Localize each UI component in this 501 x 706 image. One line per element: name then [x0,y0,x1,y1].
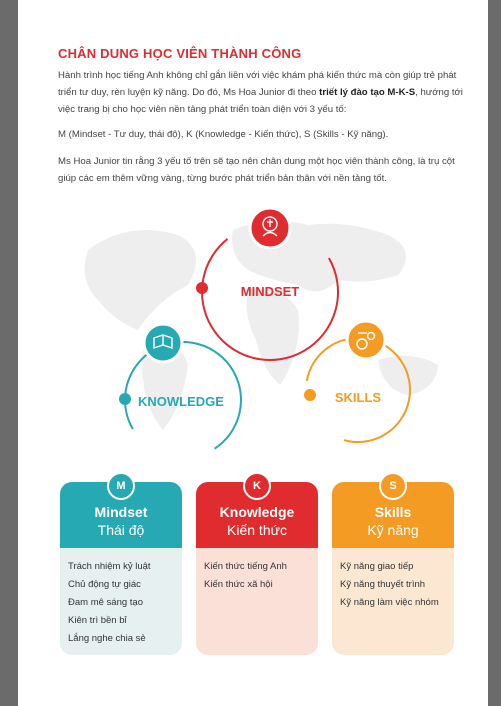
list-item: Trách nhiệm kỷ luật [68,561,151,572]
skills-dot [304,389,316,401]
mindset-card [60,482,182,655]
list-item: Đam mê sáng tạo [68,597,143,608]
skills-card-body [332,548,454,655]
intro-text-1: Hành trình học tiếng Anh không chỉ gắn liền với việc khám phá kiến thức mà còn giúp trẻ phát triển tư duy, rèn luyện kỹ năng. Do đó, Ms Hoa Junior đi theo [58,70,457,98]
knowledge-list [196,548,318,594]
knowledge-card-subtitle: Kiến thức [227,522,287,538]
list-item: Kỹ năng thuyết trình [340,579,426,590]
mindset-card-subtitle: Thái độ [97,522,145,538]
list-item: Chủ động tự giác [68,579,141,590]
factors-paragraph: M (Mindset - Tư duy, thái độ), K (Knowledge - Kiến thức), S (Skills - Kỹ năng). [58,129,389,140]
knowledge-dot [119,393,131,405]
mindset-label: MINDSET [240,284,300,299]
knowledge-badge: K [243,472,271,500]
list-item: Kỹ năng làm việc nhóm [340,597,439,608]
mindset-card-header [60,482,182,548]
intro-text-2: , hướng tới việc trang bị cho học viên nền tảng phát triển toàn diện với 3 yếu tố: [58,87,463,115]
mindset-dot [196,282,208,294]
mindset-badge: M [107,472,135,500]
list-item: Kỹ năng giao tiếp [340,561,414,572]
belief-paragraph: Ms Hoa Junior tin rằng 3 yếu tố trên sẽ tạo nên chân dung một học viên thành công, là trụ cột giúp các em thêm vững vàng, từng bước phát triển bản thân với nền tảng tốt. [58,156,455,184]
skills-card-header [332,482,454,548]
skills-list [332,548,454,612]
skills-card-title: Skills [374,504,412,520]
mindset-card-body [60,548,182,655]
mindset-list [60,548,182,648]
knowledge-card-header [196,482,318,548]
knowledge-card-body [196,548,318,655]
intro-paragraph [58,67,468,118]
list-item: Kiên trì bền bỉ [68,615,127,626]
intro-bold-text: triết lý đào tạo M-K-S [319,87,416,98]
skills-card-subtitle: Kỹ năng [367,522,419,538]
skills-badge: S [379,472,407,500]
list-item: Kiến thức xã hội [204,579,273,590]
knowledge-label: KNOWLEDGE [138,394,224,409]
skills-card [332,482,454,655]
knowledge-card [196,482,318,655]
knowledge-card-title: Knowledge [219,504,295,520]
mks-diagram [18,190,488,470]
list-item: Kiến thức tiếng Anh [204,561,287,572]
mindset-card-title: Mindset [94,504,148,520]
list-item: Lắng nghe chia sẻ [68,633,146,644]
page-title: CHÂN DUNG HỌC VIÊN THÀNH CÔNG [58,46,302,61]
document-page [18,0,488,706]
mindset-icon-circle [250,208,290,248]
skills-label: SKILLS [334,390,382,405]
